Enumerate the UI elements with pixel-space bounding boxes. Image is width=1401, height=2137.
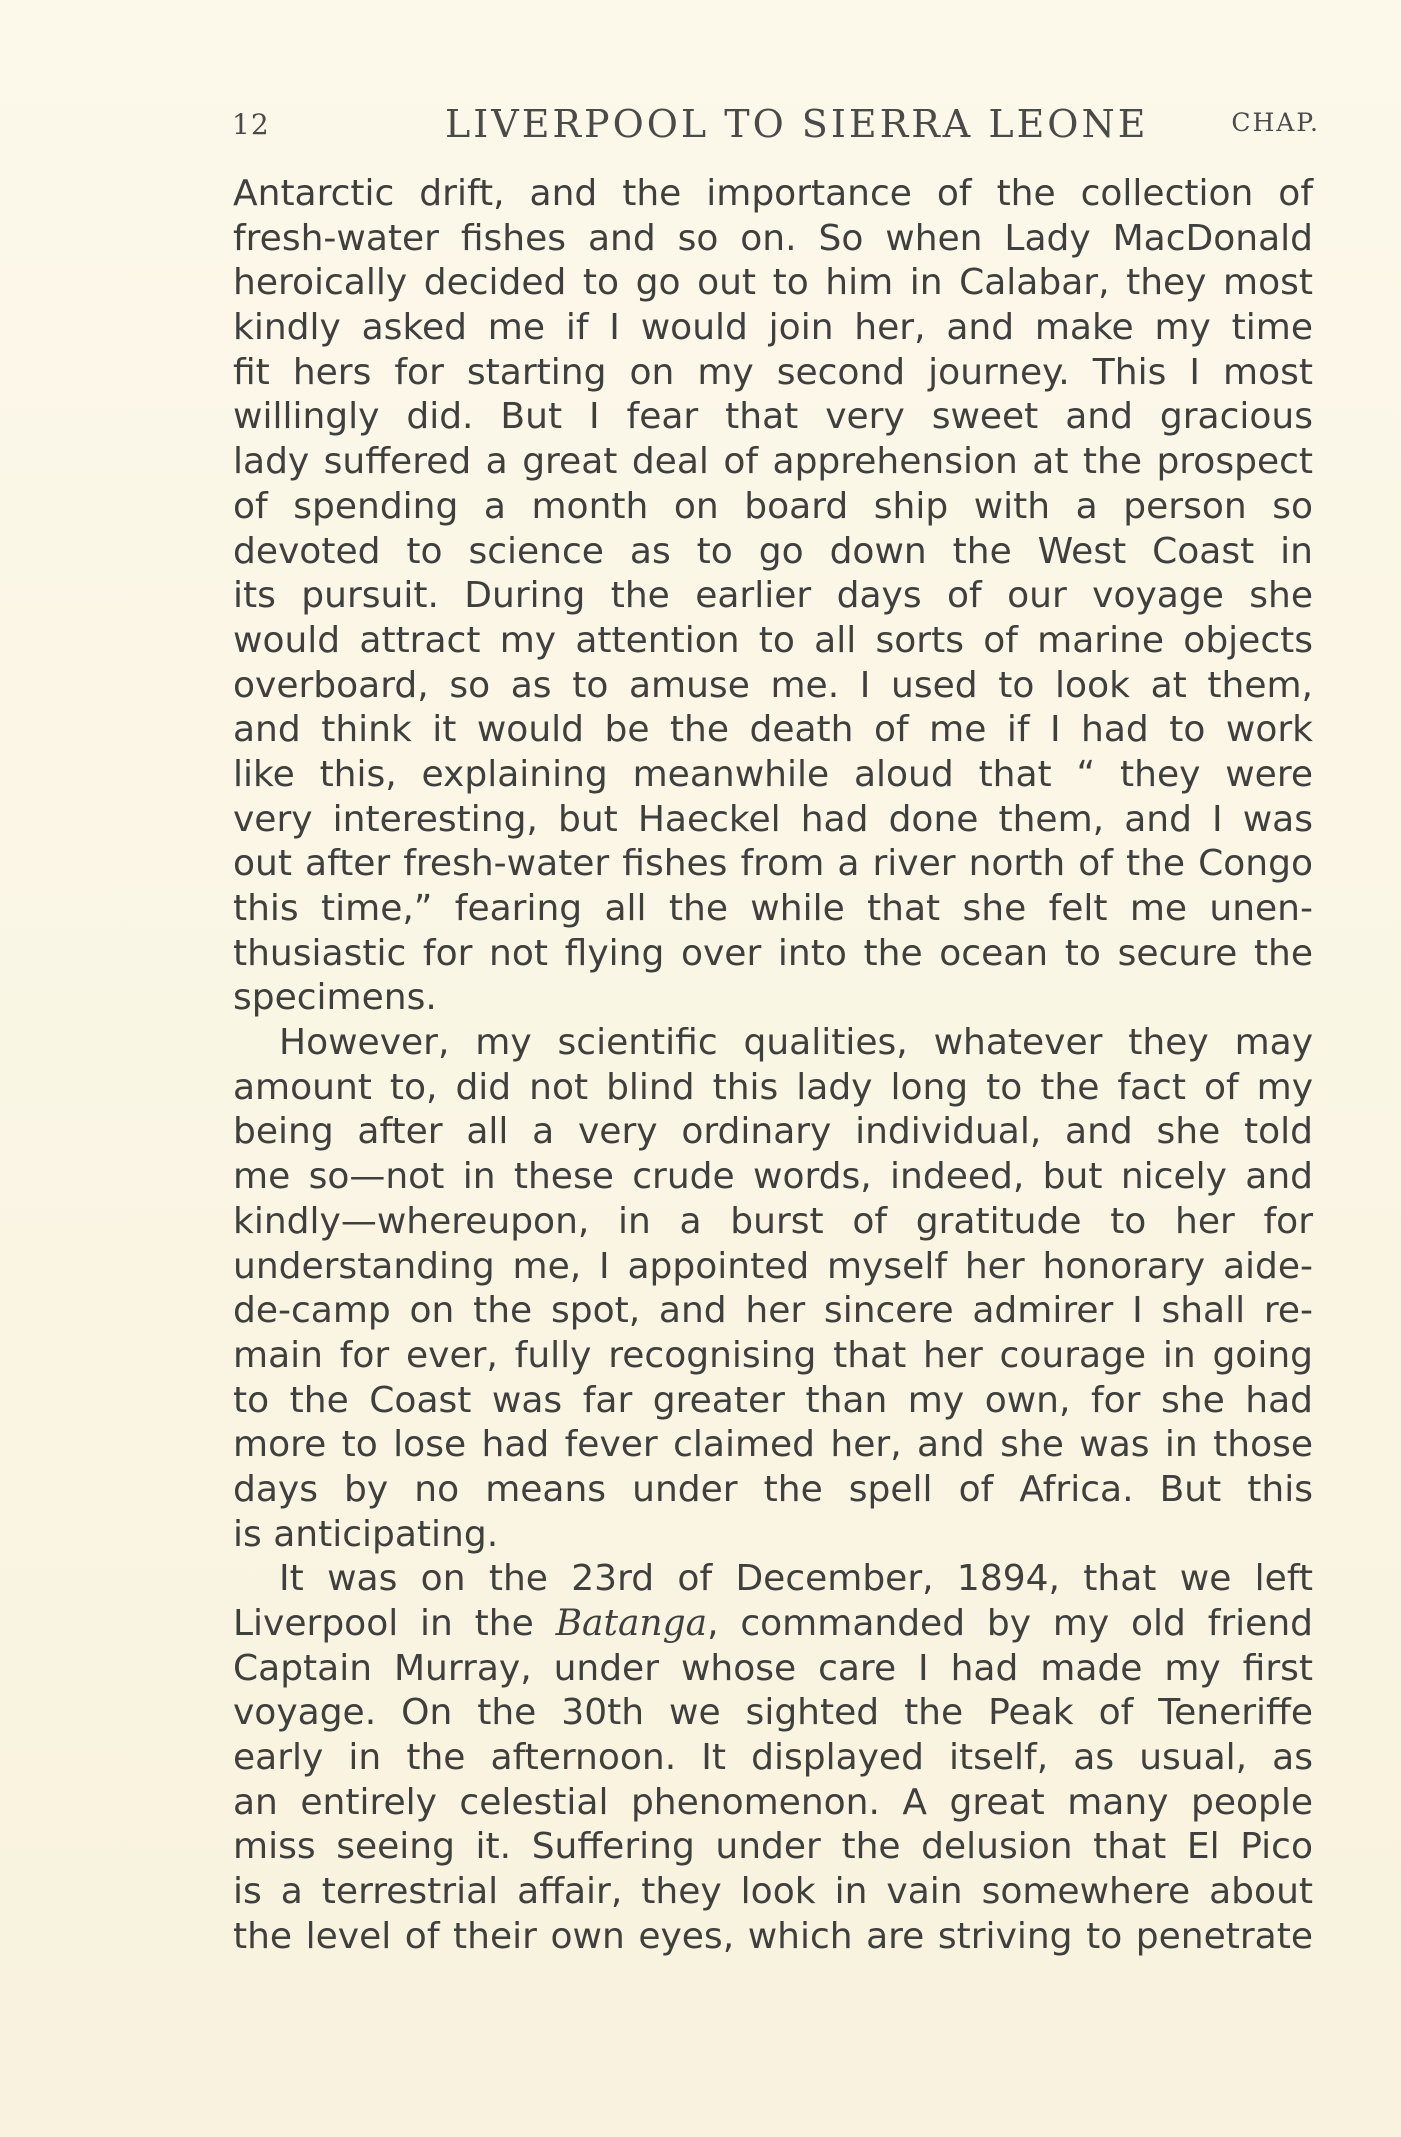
text-line: like this, explaining meanwhile aloud that “ they were — [233, 753, 1313, 795]
text-line: main for ever, fully recognising that her courage in going — [233, 1334, 1313, 1376]
page-header — [220, 102, 1321, 162]
text-line-with-ship-name — [233, 1602, 1313, 1647]
text-line: willingly did. But I fear that very sweet and gracious — [233, 396, 1313, 438]
ship-name: Batanga — [555, 1603, 708, 1644]
text-line: to the Coast was far greater than my own, for she had — [233, 1379, 1313, 1421]
text-line: fresh-water fishes and so on. So when Lady MacDonald — [233, 217, 1313, 259]
text-line: specimens. — [233, 977, 437, 1019]
text-line: the level of their own eyes, which are striving to penetrate — [233, 1915, 1313, 1957]
body-text — [233, 172, 1313, 1960]
text-line: being after all a very ordinary individual, and she told — [233, 1111, 1313, 1153]
text-line: of spending a month on board ship with a person so — [233, 485, 1313, 527]
chapter-label: CHAP. — [1231, 108, 1320, 137]
running-title: LIVERPOOL TO SIERRA LEONE — [445, 102, 1149, 146]
text-line: is anticipating. — [233, 1513, 499, 1555]
text-line: thusiastic for not flying over into the ocean to secure the — [233, 932, 1313, 974]
text-line: its pursuit. During the earlier days of our voyage she — [233, 575, 1313, 617]
text-line: is a terrestrial affair, they look in vain somewhere about — [233, 1871, 1313, 1913]
text-line: It was on the 23rd of December, 1894, that we left — [279, 1558, 1313, 1600]
text-line: this time,” fearing all the while that she felt me unen- — [233, 888, 1313, 929]
text-line: de-camp on the spot, and her sincere admirer I shall re- — [233, 1290, 1313, 1332]
text-line: heroically decided to go out to him in Calabar, they most — [233, 262, 1313, 304]
text-fragment: Liverpool in the — [233, 1603, 556, 1644]
text-line: devoted to science as to go down the West Coast in — [233, 530, 1313, 572]
text-line: Antarctic drift, and the importance of the collection of — [233, 173, 1313, 214]
text-line: days by no means under the spell of Africa. But this — [233, 1468, 1313, 1510]
text-line: very interesting, but Haeckel had done them, and I was — [233, 798, 1313, 840]
text-line: would attract my attention to all sorts of marine objects — [233, 619, 1313, 661]
text-line: out after fresh-water fishes from a river north of the Congo — [233, 843, 1313, 885]
page-number: 12 — [232, 108, 270, 141]
text-line: Captain Murray, under whose care I had made my first — [233, 1647, 1313, 1689]
text-line: overboard, so as to amuse me. I used to look at them, — [233, 664, 1313, 706]
text-line: an entirely celestial phenomenon. A great many people — [233, 1781, 1313, 1823]
text-line: voyage. On the 30th we sighted the Peak of Teneriffe — [233, 1692, 1313, 1734]
text-line: fit hers for starting on my second journey. This I most — [233, 351, 1313, 393]
text-line: and think it would be the death of me if I had to work — [233, 709, 1313, 751]
text-line: However, my scientific qualities, whatever they may — [279, 1022, 1313, 1064]
text-line: me so—not in these crude words, indeed, but nicely and — [233, 1156, 1313, 1198]
text-line: miss seeing it. Suffering under the delusion that El Pico — [233, 1826, 1313, 1868]
text-line: understanding me, I appointed myself her honorary aide- — [233, 1245, 1313, 1287]
text-line: kindly asked me if I would join her, and make my time — [233, 307, 1313, 349]
text-line: more to lose had fever claimed her, and she was in those — [233, 1424, 1313, 1466]
text-fragment: , commanded by my old friend — [707, 1603, 1313, 1644]
text-line: amount to, did not blind this lady long to the fact of my — [233, 1066, 1313, 1108]
text-line: early in the afternoon. It displayed itself, as usual, as — [233, 1737, 1313, 1779]
text-line: lady suffered a great deal of apprehension at the prospect — [233, 441, 1313, 483]
text-line: kindly—whereupon, in a burst of gratitude to her for — [233, 1200, 1313, 1242]
